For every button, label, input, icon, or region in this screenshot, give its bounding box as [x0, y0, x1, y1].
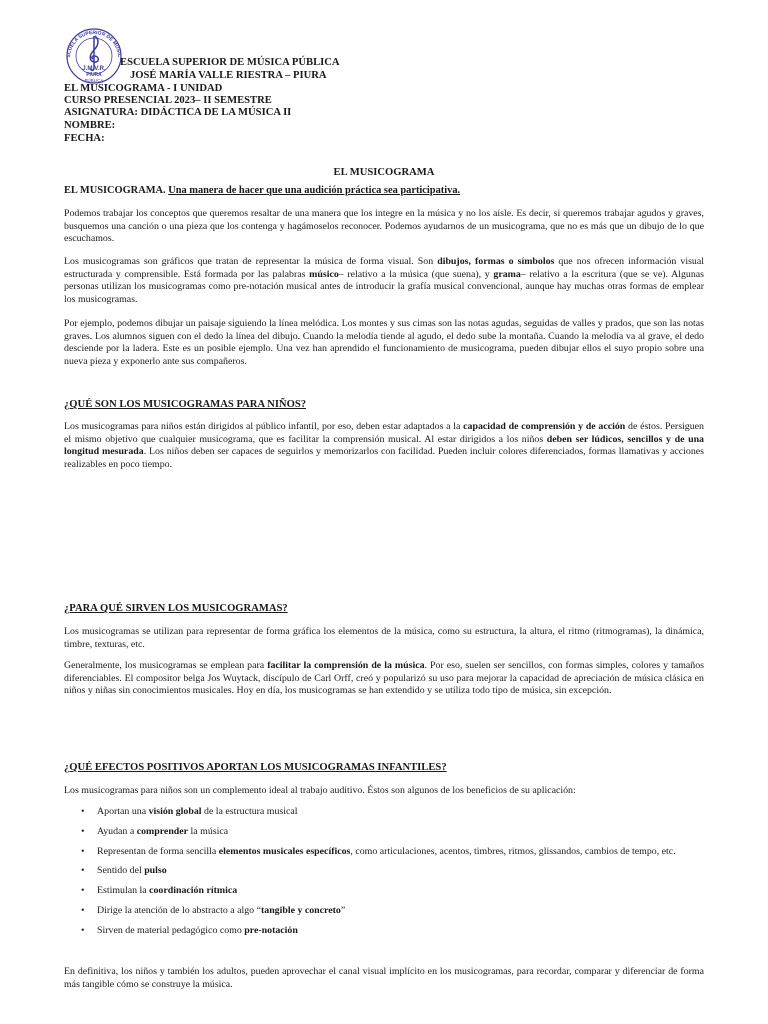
text-run: la música: [188, 825, 229, 837]
text-run-bold: facilitar la comprensión de la música: [267, 660, 425, 671]
text-run-bold: dibujos, formas o símbolos: [437, 256, 555, 267]
list-item: [64, 865, 704, 878]
text-run: . Los niños deben ser capaces de seguirlos y memorizarlos con facilidad. Pueden incluir colores diferenciados, formas llamativas y acciones realizables en poco tiempo.: [64, 446, 704, 470]
text-run: Sentido del: [97, 865, 145, 877]
bullet: •: [81, 865, 85, 877]
text-run: , como articulaciones, acentos, timbres, ritmos, glissandos, cambios de tempo, etc.: [350, 845, 676, 857]
bullet: •: [81, 885, 85, 897]
bullet: •: [81, 806, 85, 817]
school-logo: [62, 24, 126, 84]
list-item: [64, 905, 704, 918]
intro-paragraph-1: Podemos trabajar los conceptos que queremos resaltar de una manera que los integre en la música y no los aísle. Es decir, si queremos trabajar agudos y graves, busquemos una canción o una pieza que los contenga y hagámoselos reconocer. Podemos ayudarnos de un musicograma, que no es más que un dibujo de lo que escuchamos.: [64, 208, 704, 245]
text-run-bold: pulso: [144, 865, 167, 877]
bullet: •: [81, 904, 85, 916]
document-title: EL MUSICOGRAMA: [333, 167, 435, 178]
text-run: que nos ofrecen información visual estructurada y comprensible. Está formada por las palabras: [64, 256, 704, 280]
section-heading-para-que: ¿PARA QUÉ SIRVEN LOS MUSICOGRAMAS?: [64, 603, 288, 614]
text-run-bold: elementos musicales específicos: [218, 845, 351, 857]
text-run: Dirige la atención de lo abstracto a algo “: [97, 904, 261, 916]
text-run: – relativo a la música (que suena), y: [338, 268, 494, 280]
text-run: ”: [340, 904, 346, 916]
intro-paragraph-2: [64, 256, 704, 306]
list-item: [64, 826, 704, 839]
text-run-bold: pre-notación: [244, 924, 298, 936]
section-para-que-paragraph-1: Los musicogramas se utilizan para representar de forma gráfica los elementos de la música, como su estructura, la altura, el ritmo (ritmogramas), la dinámica, timbre, texturas, etc.: [64, 626, 704, 650]
section-efectos-intro: Los musicogramas para niños son un complemento ideal al trabajo auditivo. Éstos son algunos de los beneficios de su aplicación:: [64, 785, 576, 796]
school-name: JOSÉ MARÍA VALLE RIESTRA – PIURA: [130, 70, 327, 81]
list-item: [64, 806, 704, 819]
section-heading-que-son: ¿QUÉ SON LOS MUSICOGRAMAS PARA NIÑOS?: [64, 399, 307, 410]
section-para-que-paragraph-2: [64, 660, 704, 698]
section-heading-efectos: ¿QUÉ EFECTOS POSITIVOS APORTAN LOS MUSICOGRAMAS INFANTILES?: [64, 762, 447, 773]
bullet: •: [81, 845, 85, 857]
text-run-bold: comprender: [136, 825, 189, 837]
text-run-bold: capacidad de comprensión y de acción: [463, 421, 626, 432]
text-run: . Por eso, suelen ser sencillos, con formas simples, colores y tamaños diferenciables. El compositor belga Jos Wuytack, discípulo de Carl Orff, creó y popularizó su uso para mejorar la capacidad de apreciación de música clásica en niños y niñas sin conocimientos musicales. Hoy en día, los musicogramas se han extendido y se utiliza todo tipo de música, sin excepción.: [64, 660, 704, 697]
subject-line: ASIGNATURA: DIDÁCTICA DE LA MÚSICA II: [64, 107, 292, 118]
section-que-son-paragraph: [64, 421, 704, 471]
text-run: Sirven de material pedagógico como: [97, 924, 245, 936]
intro-lead: [64, 185, 704, 198]
intro-lead-underlined: Una manera de hacer que una audición práctica sea participativa.: [168, 185, 461, 196]
logo-arc-text: SCUELA SUPERIOR DE MÚSIC: [65, 29, 123, 58]
text-run: de la estructura musical: [201, 806, 298, 817]
text-run: Generalmente, los musicogramas se emplean para: [64, 660, 268, 671]
text-run: Ayudan a: [97, 825, 137, 837]
course-line: CURSO PRESENCIAL 2023– II SEMESTRE: [64, 95, 272, 106]
bullet: •: [81, 924, 85, 936]
text-run-bold: coordinación rítmica: [149, 885, 238, 897]
text-run: Los musicogramas son gráficos que tratan de representar la música de forma visual. Son: [64, 256, 438, 267]
date-label: FECHA:: [64, 133, 105, 144]
unit-line: EL MUSICOGRAMA - I UNIDAD: [64, 83, 223, 94]
text-run-bold: visión global: [148, 806, 202, 817]
logo-city: PIURA: [86, 72, 102, 78]
logo-bottom-text: PÚBLICA: [84, 78, 104, 83]
text-run-bold: deben ser lúdicos, sencillos y de una longitud mesurada: [64, 433, 704, 458]
intro-paragraph-3: Por ejemplo, podemos dibujar un paisaje siguiendo la línea melódica. Los montes y sus cimas son las notas agudas, seguidas de valles y prados, que son las notas graves. Los alumnos siguen con el dedo la línea del dibujo. Cuando la melodía tiende al agudo, el dedo sube la montaña. Cuando la melodía va al grave, el dedo desciende por la ladera. Este es un posible ejemplo. Una vez han aprendido el funcionamiento de musicograma, pueden dibujar ellos el suyo propio sobre una nueva pieza y exponerlo ante sus compañeros.: [64, 318, 704, 367]
text-run: Los musicogramas para niños están dirigidos al público infantil, por eso, deben estar adaptados a la: [64, 421, 464, 432]
text-run-bold: músico: [309, 268, 339, 280]
list-item: [64, 846, 704, 859]
name-label: NOMBRE:: [64, 120, 116, 131]
school-title: ESCUELA SUPERIOR DE MÚSICA PÚBLICA: [120, 57, 340, 68]
text-run-bold: grama: [493, 268, 521, 280]
text-run: Representan de forma sencilla: [97, 845, 219, 857]
text-run: Estimulan la: [97, 885, 150, 897]
list-item: [64, 925, 704, 938]
text-run: – relativo a la escritura (que se ve). Algunas personas utilizan los musicogramas como pre-notación musical antes de introducir la grafía musical convencional, aunque hay muchas otras formas de emplear los musicogramas.: [64, 268, 705, 305]
bullet: •: [81, 825, 85, 837]
text-run: Aportan una: [97, 806, 149, 817]
benefits-list: [64, 806, 704, 944]
list-item: [64, 885, 704, 898]
intro-lead-bold: EL MUSICOGRAMA.: [64, 185, 166, 196]
text-run-bold: tangible y concreto: [260, 904, 341, 916]
logo-initials: J.M.V.R.: [82, 65, 106, 72]
text-run: de éstos. Persiguen el mismo objetivo que cualquier musicograma, que es facilitar la comprensión musical. Al estar dirigidos a los niños: [64, 421, 704, 445]
section-efectos-closing: En definitiva, los niños y también los adultos, pueden aprovechar el canal visual implícito en los musicogramas, para recordar, comparar y diferenciar de forma más tangible cómo se construye la música.: [64, 966, 704, 990]
